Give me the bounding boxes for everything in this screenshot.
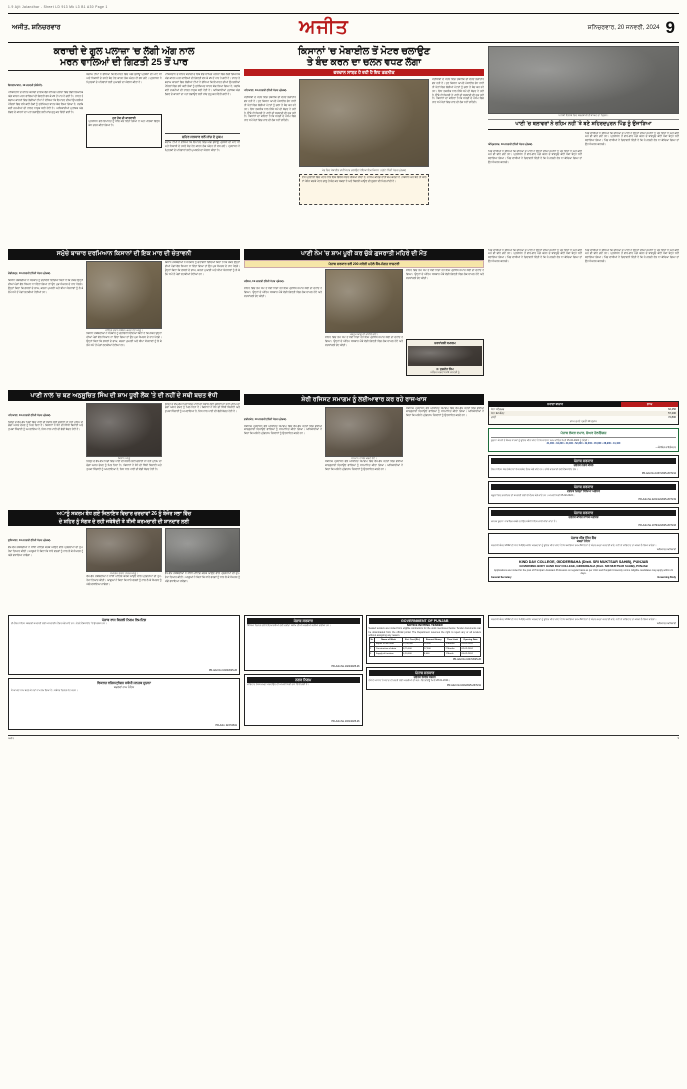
section-d-photo: [325, 269, 403, 333]
govt-ad-3-title: ਦਫ਼ਤਰ ਸਿਵਲ ਸਰਜਨ: [413, 674, 436, 679]
table-row: [369, 652, 481, 657]
gov-punjab-en-ad: [366, 615, 485, 664]
govt-ad-0: [488, 455, 679, 478]
gov-punjab-en-foot: PR-Advt.No.1047/2025-26: [452, 657, 481, 661]
govt-ad-2-band: ਪੰਜਾਬ ਸਰਕਾਰ: [491, 510, 676, 516]
left-small-ad-0-body: ਈ-ਟੈਂਡਰ ਨੋਟਿਸ: ਸਮੱਗਰੀ ਸਪਲਾਈ ਲਈ ਆਨਲਾਈਨ ਟੈਂਡਰ ਮੰਗੇ ਜਾਂਦੇ ਹਨ। ਵੇਰਵੇ ਵੈੱਬਸਾਈਟ 'ਤੇ ਉਪਲਬਧ ਹਨ।: [11, 622, 107, 626]
section-b-dateline: ਪਟਿਆਲਾ, 19 ਜਨਵਰੀ (ਨਿੱਜੀ ਪੱਤਰ ਪ੍ਰੇਰਕ)-: [8, 413, 52, 417]
lead-left-headline-1: ਕਰਾਚੀ ਦੇ ਗੁਲ ਪਲਾਜ਼ਾ 'ਚ ਲੱਗੀ ਅੱਗ ਨਾਲ: [53, 46, 195, 57]
section-e-body2: ਸਥਾਨਕ ਪ੍ਰਸ਼ਾਸਨ ਵਲੋਂ ਆਯੋਜਿਤ ਸਮਾਗਮ ਵਿਚ ਵੱਖ-ਵੱਖ ਖੇਤਰਾਂ ਵਿਚ ਵਧੀਆ ਕਾਰਗੁਜ਼ਾਰੀ ਦਿਖਾਉਣ ਵਾਲਿਆਂ ਨੂੰ ਸਨਮਾਨਿਤ ਕੀਤਾ ਗਿਆ। ਅਧਿਕਾਰੀਆਂ ਨੇ ਕਿਹਾ ਕਿ ਅਜਿਹੇ ਪ੍ਰੋਗਰਾਮ ਨੌਜਵਾਨਾਂ ਨੂੰ ਉਤਸ਼ਾਹਿਤ ਕਰਦੇ ਹਨ।: [325, 459, 403, 471]
section-d-subband: ਪੰਜਾਬ ਸਰਕਾਰ ਵਲੋਂ 200 ਕਰੋੜੀ ਮਹੱਲੇ ਬੈਂਕ-ਸੰਗਤ ਰਾਸ਼ਟਰੀ: [244, 260, 484, 268]
stock-ad-figures: 21,000 • 34,200 • 44,400 • 52,300 • 42,000 • 45,600 • 38,900 • 41,100: [546, 442, 621, 446]
right-bottom-notice-body: ਸਰਫਾਸੀ ਐਕਟ 2002 ਦੀ ਧਾਰਾ 13(2) ਅਧੀਨ ਕਰਜ਼ਦਾਰਾਂ ਨੂੰ ਸੂਚਿਤ ਕੀਤਾ ਜਾਂਦਾ ਹੈ ਕਿ ਬਕਾਇਆ ਰਕਮ 60 ਦਿਨਾਂ ਦੇ ਅੰਦਰ ਜਮ੍ਹਾ ਕਰਵਾਈ ਜਾਵੇ, ਨਹੀਂ ਤਾਂ ਜਾਇਦਾਦ ਦਾ ਕਬਜ਼ਾ ਲੈ ਲਿਆ ਜਾਵੇਗਾ।: [491, 617, 657, 621]
scan-header-strip: 1.9 Ajit Jalandhar - Sheet LD 913 Mk L3 B1 A30 Page 1: [8, 5, 108, 9]
section-a-body2: ਕਿਸਾਨ ਜਥੇਬੰਦੀਆਂ ਨੇ ਸਰਕਾਰ ਨੂੰ ਚੇਤਾਵਨੀ ਦਿੰਦਿਆਂ ਕਿਹਾ ਹੈ ਕਿ ਜੇਕਰ ਉਨ੍ਹਾਂ ਦੀਆਂ ਮੰਗਾਂ ਵੱਲ ਧਿਆਨ ਨਾ ਦਿੱਤਾ ਗਿਆ ਤਾਂ ਉਹ ਮੁੜ ਸੰਘਰਸ਼ ਦੇ ਰਾਹ ਪੈਣਗੇ। ਉਨ੍ਹਾਂ ਕਿਹਾ ਕਿ ਫ਼ਸਲਾਂ ਦੇ ਭਾਅ, ਕਰਜ਼ਾ ਮੁਆਫ਼ੀ ਅਤੇ ਬੀਮਾ ਯੋਜਨਾਵਾਂ ਨੂੰ ਲੈ ਕੇ ਲੰਮੇ ਸਮੇਂ ਤੋਂ ਮੰਗਾਂ ਲਟਕੀਆਂ ਹੋਈਆਂ ਹਨ।: [86, 332, 162, 348]
govt-ad-0-foot: PR-Advt.No.1037/2025-26/T212: [641, 472, 676, 476]
govt-ad-3-band: ਪੰਜਾਬ ਸਰਕਾਰ: [369, 670, 482, 676]
section-c-body2: ਵੱਖ-ਵੱਖ ਜਥੇਬੰਦੀਆਂ ਨੇ ਸਾਂਝੀ ਮੀਟਿੰਗ ਕਰਕੇ ਆਉਣ ਵਾਲੇ ਪ੍ਰੋਗਰਾਮਾਂ ਦੀ ਰੂਪ-ਰੇਖਾ ਤਿਆਰ ਕੀਤੀ। ਆਗੂਆਂ ਨੇ ਕਿਹਾ ਕਿ ਸਾਰੇ ਵਰਗਾਂ ਨੂੰ ਨਾਲ ਲੈ ਕੇ ਸੰਘਰਸ਼ ਨੂੰ ਅੱਗੇ ਵਧਾਇਆ ਜਾਵੇਗਾ।: [86, 575, 162, 586]
section-c-photo-2: [165, 528, 240, 572]
lead-left-body4: ਬਚਾਅ ਟੀਮਾਂ ਨੇ ਦੱਸਿਆ ਕਿ ਇਮਾਰਤ ਵਿਚ ਅੱਗ ਬੁਝਾਊ ਪ੍ਰਬੰਧਾਂ ਦੀ ਘਾਟ ਸੀ ਅਤੇ ਨਿਕਾਸੀ ਦੇ ਰਸਤੇ ਬੰਦ ਹੋਣ ਕਾਰਨ ਲੋਕ ਅੰਦਰ ਹੀ ਫਸ ਗਏ। ਪ੍ਰਸ਼ਾਸਨ ਨੇ ਮ੍ਰਿਤਕਾਂ ਦੇ ਪਰਿਵਾਰਾਂ ਲਈ ਮੁਆਵਜ਼ੇ ਦਾ ਐਲਾਨ ਕੀਤਾ ਹੈ।: [164, 141, 240, 152]
govt-ad-3: [366, 667, 485, 690]
gov-punjab-en-band: GOVERNMENT OF PUNJAB: [369, 618, 482, 624]
masthead-edition: ਅਜੀਤ, ਸ਼ਨਿਚਰਵਾਰ: [12, 24, 61, 31]
section-a-photo: [86, 261, 161, 329]
tender-r0c5: 02-02-2024: [460, 642, 480, 647]
market-title-left: ਸਰਾਫ਼ਾ ਬਾਜ਼ਾਰ: [489, 402, 621, 408]
govt-ad-1-title: ਦਫ਼ਤਰ ਜ਼ਿਲ੍ਹਾ ਸਿੱਖਿਆ ਅਫ਼ਸਰ: [567, 489, 600, 494]
section-a-caption: ਮੀਟਿੰਗ ਦੌਰਾਨ ਸੰਬੋਧਨ ਕਰਦੇ ਹੋਏ ਆਗੂ।: [105, 329, 143, 333]
section-b-body: ਜ਼ਿਲ੍ਹੇ ਦੇ ਵੱਖ-ਵੱਖ ਪਿੰਡਾਂ ਵਿਚ ਪਾਣੀ ਦੀ ਸੰਭਾਲ ਲਈ ਚਲਾਈ ਜਾ ਰਹੀ ਮੁਹਿੰਮ ਦਾ ਚੰਗਾ ਅਸਰ ਦੇਖਣ ਨੂੰ ਮਿਲ ਰਿਹਾ ਹੈ। ਕਿਸਾਨਾਂ ਨੇ ਝੋਨੇ ਦੀ ਸਿੱਧੀ ਬਿਜਾਈ ਅਤੇ ਤੁਪਕਾ ਸਿੰਚਾਈ ਨੂੰ ਅਪਣਾਇਆ ਹੈ, ਜਿਸ ਨਾਲ ਪਾਣੀ ਦੀ ਵੱਡੀ ਬੱਚਤ ਹੋਈ ਹੈ।: [8, 420, 84, 432]
tender-r1c5: 02-02-2024: [460, 647, 480, 652]
market-row-value-0: 62,450: [668, 407, 676, 411]
page-footer: [8, 735, 679, 740]
lead-left-subkicker: ਸ਼ਹਿਰ ਸਰਕਾਰ ਵਲੋਂ ਜਾਂਚ ਦੇ ਹੁਕਮ: [165, 133, 240, 141]
stock-ad-title: ਪੰਜਾਬ ਲੱਕੜ ਵਪਾਰ, ਸ਼ੇਅਰ ਹੋਲਡਿੰਗਜ਼: [560, 431, 607, 436]
lead-right-dateline: ਪਟਿਆਲਾ, 19 ਜਨਵਰੀ (ਨਿੱਜੀ ਪੱਤਰ ਪ੍ਰੇਰਕ)-: [244, 88, 288, 92]
footer-left: ਅਜੀਤ: [8, 737, 14, 741]
govt-ad-2: [488, 507, 679, 530]
loan-notice-ad: [488, 533, 679, 554]
lead-left-sidebar-body: ਪ੍ਰਸ਼ਾਸਨ ਵਲੋਂ ਇਮਾਰਤ ਨੂੰ ਸੀਲ ਕਰ ਦਿੱਤਾ ਗਿਆ ਹੈ ਅਤੇ ਮਾਲਕਾਂ ਵਿਰੁੱਧ ਕੇਸ ਦਰਜ ਕੀਤਾ ਗਿਆ ਹੈ।: [88, 120, 160, 127]
left-small-ad-1-foot: PR-Advt. 2247/2841: [215, 724, 237, 728]
market-row-value-2: 72,800: [668, 416, 676, 420]
section-e-body: ਸਥਾਨਕ ਪ੍ਰਸ਼ਾਸਨ ਵਲੋਂ ਆਯੋਜਿਤ ਸਮਾਗਮ ਵਿਚ ਵੱਖ-ਵੱਖ ਖੇਤਰਾਂ ਵਿਚ ਵਧੀਆ ਕਾਰਗੁਜ਼ਾਰੀ ਦਿਖਾਉਣ ਵਾਲਿਆਂ ਨੂੰ ਸਨਮਾਨਿਤ ਕੀਤਾ ਗਿਆ। ਅਧਿਕਾਰੀਆਂ ਨੇ ਕਿਹਾ ਕਿ ਅਜਿਹੇ ਪ੍ਰੋਗਰਾਮ ਨੌਜਵਾਨਾਂ ਨੂੰ ਉਤਸ਼ਾਹਿਤ ਕਰਦੇ ਹਨ।: [244, 424, 322, 436]
loan-notice-foot: ਅਧਿਕਾਰਤ ਅਧਿਕਾਰੀ: [656, 548, 676, 552]
mid-small-ad-0: [244, 615, 363, 671]
govt-ad-2-foot: PR-Advt.No.1079/12/2025-26/T243: [638, 523, 676, 527]
tender-r0c3: 25,000: [423, 642, 445, 647]
section-e-body3: ਸਥਾਨਕ ਪ੍ਰਸ਼ਾਸਨ ਵਲੋਂ ਆਯੋਜਿਤ ਸਮਾਗਮ ਵਿਚ ਵੱਖ-ਵੱਖ ਖੇਤਰਾਂ ਵਿਚ ਵਧੀਆ ਕਾਰਗੁਜ਼ਾਰੀ ਦਿਖਾਉਣ ਵਾਲਿਆਂ ਨੂੰ ਸਨਮਾਨਿਤ ਕੀਤਾ ਗਿਆ। ਅਧਿਕਾਰੀਆਂ ਨੇ ਕਿਹਾ ਕਿ ਅਜਿਹੇ ਪ੍ਰੋਗਰਾਮ ਨੌਜਵਾਨਾਂ ਨੂੰ ਉਤਸ਼ਾਹਿਤ ਕਰਦੇ ਹਨ।: [406, 406, 484, 418]
mid-small-ad-0-foot: PR-Advt.No.1022/2025-26: [331, 664, 360, 668]
mid-small-ad-1: [244, 674, 363, 726]
section-a-body3: ਕਿਸਾਨ ਜਥੇਬੰਦੀਆਂ ਨੇ ਸਰਕਾਰ ਨੂੰ ਚੇਤਾਵਨੀ ਦਿੰਦਿਆਂ ਕਿਹਾ ਹੈ ਕਿ ਜੇਕਰ ਉਨ੍ਹਾਂ ਦੀਆਂ ਮੰਗਾਂ ਵੱਲ ਧਿਆਨ ਨਾ ਦਿੱਤਾ ਗਿਆ ਤਾਂ ਉਹ ਮੁੜ ਸੰਘਰਸ਼ ਦੇ ਰਾਹ ਪੈਣਗੇ। ਉਨ੍ਹਾਂ ਕਿਹਾ ਕਿ ਫ਼ਸਲਾਂ ਦੇ ਭਾਅ, ਕਰਜ਼ਾ ਮੁਆਫ਼ੀ ਅਤੇ ਬੀਮਾ ਯੋਜਨਾਵਾਂ ਨੂੰ ਲੈ ਕੇ ਲੰਮੇ ਸਮੇਂ ਤੋਂ ਮੰਗਾਂ ਲਟਕੀਆਂ ਹੋਈਆਂ ਹਨ।: [164, 261, 240, 276]
mid-small-ad-1-foot: PR-Advt.No.1031/2025-26: [331, 719, 360, 723]
market-row-value-1: 57,200: [668, 411, 676, 415]
left-small-ad-1: [8, 678, 240, 730]
market-row-label-2: ਚਾਂਦੀ: [491, 416, 496, 420]
left-small-ad-1-subtitle: ਬਦਲਵਾਂ ਨਾਮ ਨੋਟਿਸ: [113, 684, 135, 689]
mid-small-ad-0-body: ਸਿੱਖਿਆ ਵਿਭਾਗ ਵਲੋਂ ਵਿਦਿਆਰਥੀਆਂ ਲਈ ਵਜ਼ੀਫ਼ਾ ਸਕੀਮ ਦੀਆਂ ਅਰਜ਼ੀਆਂ ਮੰਗੀਆਂ ਗਈਆਂ ਹਨ।: [247, 623, 331, 627]
college-ad-right-sign: Governing Body: [657, 575, 676, 579]
mid-small-ad-0-title: ਪੰਜਾਬ ਸਰਕਾਰ: [247, 618, 360, 624]
govt-ad-0-body: ਟੈਂਡਰ ਨੋਟਿਸ: ਯੋਗ ਠੇਕੇਦਾਰਾਂ ਤੋਂ ਮੋਹਰਬੰਦ ਟੈਂਡਰ ਮੰਗੇ ਜਾਂਦੇ ਹਨ। ਵਧੇਰੇ ਜਾਣਕਾਰੀ ਲਈ ਵੈੱਬਸਾਈਟ ਦੇਖੋ।: [491, 467, 578, 471]
section-b-photo: [86, 403, 161, 457]
govt-ad-0-band: ਪੰਜਾਬ ਸਰਕਾਰ: [491, 458, 676, 464]
obituary-photo: [408, 346, 482, 366]
top-right-body2: ਪਿੰਡ ਵਾਸੀਆਂ ਨੇ ਦੱਸਿਆ ਕਿ ਦਰਿਆ ਦੇ ਪਾਣੀ ਨੇ ਉਨ੍ਹਾਂ ਦੀਆਂ ਜ਼ਮੀਨਾਂ ਨੂੰ ਖੋਰ ਦਿੱਤਾ ਹੈ ਅਤੇ ਕਈ ਘਰ ਵੀ ਢਹਿ ਗਏ ਹਨ। ਪ੍ਰਸ਼ਾਸਨ ਤੋਂ ਵਾਰ-ਵਾਰ ਮੰਗ ਕਰਨ ਦੇ ਬਾਵਜੂਦ ਕੋਈ ਪੱਕਾ ਬੰਨ੍ਹ ਨਹੀਂ ਬਣਾਇਆ ਗਿਆ। ਪਿੰਡ ਵਾਸੀਆਂ ਨੇ ਚਿਤਾਵਨੀ ਦਿੱਤੀ ਹੈ ਕਿ ਜੇ ਜਲਦੀ ਹੱਲ ਨਾ ਕੱਢਿਆ ਗਿਆ ਤਾਂ ਉਹ ਸੰਘਰਸ਼ ਕਰਨਗੇ।: [585, 131, 679, 147]
college-ad-line3: Applications are invited for the post of Principal / Assistant Professors on regular basis as per UGC and Punjabi University norms. Eligible candidates may apply within 21 days.: [494, 568, 673, 575]
tender-r2c2: 4,20,000: [402, 652, 423, 657]
section-d-body3: ਸ਼ਹਿਰ ਵਿਚ ਲੰਮੇ ਸਮੇਂ ਤੋਂ ਸੇਵਾ ਨਿਭਾ ਰਹੇ ਇਕ ਪ੍ਰਸਿੱਧ ਸਮਾਜ ਸੇਵੀ ਦਾ ਦੇਹਾਂਤ ਹੋ ਗਿਆ। ਉਨ੍ਹਾਂ ਦੇ ਅੰਤਿਮ ਸਸਕਾਰ ਮੌਕੇ ਵੱਡੀ ਗਿਣਤੀ ਵਿਚ ਲੋਕ ਸ਼ਾਮਲ ਹੋਏ ਅਤੇ ਸ਼ਰਧਾਂਜਲੀ ਭੇਟ ਕੀਤੀ।: [406, 269, 484, 280]
gov-punjab-en-subtitle: NOTICE INVITING TENDER: [406, 622, 443, 627]
section-d-body: ਸ਼ਹਿਰ ਵਿਚ ਲੰਮੇ ਸਮੇਂ ਤੋਂ ਸੇਵਾ ਨਿਭਾ ਰਹੇ ਇਕ ਪ੍ਰਸਿੱਧ ਸਮਾਜ ਸੇਵੀ ਦਾ ਦੇਹਾਂਤ ਹੋ ਗਿਆ। ਉਨ੍ਹਾਂ ਦੇ ਅੰਤਿਮ ਸਸਕਾਰ ਮੌਕੇ ਵੱਡੀ ਗਿਣਤੀ ਵਿਚ ਲੋਕ ਸ਼ਾਮਲ ਹੋਏ ਅਤੇ ਸ਼ਰਧਾਂਜਲੀ ਭੇਟ ਕੀਤੀ।: [244, 287, 322, 298]
lead-left-body3: ਪਾਕਿਸਤਾਨ ਦੇ ਸ਼ਹਿਰ ਕਰਾਚੀ ਦੇ ਇਕ ਵੱਡੇ ਸ਼ਾਪਿੰਗ ਪਲਾਜ਼ਾ ਵਿਚ ਲੱਗੀ ਭਿਆਨਕ ਅੱਗ ਕਾਰਨ ਮਰਨ ਵਾਲਿਆਂ ਦੀ ਗਿਣਤੀ ਵਧ ਕੇ 25 ਤੋਂ ਪਾਰ ਹੋ ਗਈ ਹੈ। ਰਾਹਤ ਤੇ ਬਚਾਅ ਕਾਰਜਾਂ ਵਿਚ ਲੱਗੀਆਂ ਟੀਮਾਂ ਨੇ ਦੱਸਿਆ ਕਿ ਇਮਾਰਤ ਦੀਆਂ ਉਪਰਲੀਆਂ ਮੰਜ਼ਿਲਾਂ ਵਿਚ ਫਸੇ ਕਈ ਲੋਕਾਂ ਨੂੰ ਸੁਰੱਖਿਅਤ ਬਾਹਰ ਕੱਢ ਲਿਆ ਗਿਆ ਹੈ, ਜਦਕਿ ਕਈ ਜ਼ਖ਼ਮੀਆਂ ਦੀ ਹਾਲਤ ਨਾਜ਼ੁਕ ਬਣੀ ਹੋਈ ਹੈ। ਅਧਿਕਾਰੀਆਂ ਮੁਤਾਬਕ ਅੱਗ ਲੱਗਣ ਦੇ ਕਾਰਨਾਂ ਦਾ ਪਤਾ ਲਗਾਉਣ ਲਈ ਜਾਂਚ ਸ਼ੁਰੂ ਕਰ ਦਿੱਤੀ ਗਈ ਹੈ।: [164, 73, 240, 96]
section-d-caption: ਮਰਹੂਮ ਆਗੂ ਦੀ ਫ਼ਾਈਲ ਫ਼ੋਟੋ।: [349, 333, 379, 337]
lead-left-body2: ਬਚਾਅ ਟੀਮਾਂ ਨੇ ਦੱਸਿਆ ਕਿ ਇਮਾਰਤ ਵਿਚ ਅੱਗ ਬੁਝਾਊ ਪ੍ਰਬੰਧਾਂ ਦੀ ਘਾਟ ਸੀ ਅਤੇ ਨਿਕਾਸੀ ਦੇ ਰਸਤੇ ਬੰਦ ਹੋਣ ਕਾਰਨ ਲੋਕ ਅੰਦਰ ਹੀ ਫਸ ਗਏ। ਪ੍ਰਸ਼ਾਸਨ ਨੇ ਮ੍ਰਿਤਕਾਂ ਦੇ ਪਰਿਵਾਰਾਂ ਲਈ ਮੁਆਵਜ਼ੇ ਦਾ ਐਲਾਨ ਕੀਤਾ ਹੈ।: [86, 73, 162, 84]
section-c-body: ਵੱਖ-ਵੱਖ ਜਥੇਬੰਦੀਆਂ ਨੇ ਸਾਂਝੀ ਮੀਟਿੰਗ ਕਰਕੇ ਆਉਣ ਵਾਲੇ ਪ੍ਰੋਗਰਾਮਾਂ ਦੀ ਰੂਪ-ਰੇਖਾ ਤਿਆਰ ਕੀਤੀ। ਆਗੂਆਂ ਨੇ ਕਿਹਾ ਕਿ ਸਾਰੇ ਵਰਗਾਂ ਨੂੰ ਨਾਲ ਲੈ ਕੇ ਸੰਘਰਸ਼ ਨੂੰ ਅੱਗੇ ਵਧਾਇਆ ਜਾਵੇਗਾ।: [8, 545, 84, 557]
lead-right-headline-2: ਤੇ ਬੰਦ ਕਰਨ ਦਾ ਚਲਨ ਵਧਣ ਲੱਗਾ: [306, 57, 422, 69]
obituary-title: ਸ਼ਰਧਾਂਜਲੀ ਸਮਾਗਮ: [434, 341, 456, 346]
tender-th-2: Est. Cost (Rs.): [402, 638, 423, 643]
right-bottom-notice-foot: ਅਧਿਕਾਰਤ ਅਧਿਕਾਰੀ: [656, 622, 676, 626]
section-a-body: ਕਿਸਾਨ ਜਥੇਬੰਦੀਆਂ ਨੇ ਸਰਕਾਰ ਨੂੰ ਚੇਤਾਵਨੀ ਦਿੰਦਿਆਂ ਕਿਹਾ ਹੈ ਕਿ ਜੇਕਰ ਉਨ੍ਹਾਂ ਦੀਆਂ ਮੰਗਾਂ ਵੱਲ ਧਿਆਨ ਨਾ ਦਿੱਤਾ ਗਿਆ ਤਾਂ ਉਹ ਮੁੜ ਸੰਘਰਸ਼ ਦੇ ਰਾਹ ਪੈਣਗੇ। ਉਨ੍ਹਾਂ ਕਿਹਾ ਕਿ ਫ਼ਸਲਾਂ ਦੇ ਭਾਅ, ਕਰਜ਼ਾ ਮੁਆਫ਼ੀ ਅਤੇ ਬੀਮਾ ਯੋਜਨਾਵਾਂ ਨੂੰ ਲੈ ਕੇ ਲੰਮੇ ਸਮੇਂ ਤੋਂ ਮੰਗਾਂ ਲਟਕੀਆਂ ਹੋਈਆਂ ਹਨ।: [8, 279, 84, 294]
loan-notice-band: ਪੰਜਾਬ ਐਂਡ ਸਿੰਧ ਬੈਂਕ: [570, 535, 597, 540]
tender-r0c0: 1: [369, 642, 375, 647]
college-ad-left-sign: General Secretary: [491, 575, 512, 579]
section-a-band: ਸਮੁੱਚੇ ਬਾਜ਼ਾਰ ਦਰਮਿਆਨ ਕਿਸਾਨਾਂ ਦੀ ਇਕ ਮਾਰ ਦੀ ਚੇਤਾਵਨੀ: [8, 249, 240, 260]
top-right-photo-caption: ਪਹਾੜੀ ਇਲਾਕੇ ਵਿਚ ਬਰਫ਼ਬਾਰੀ ਤੋਂ ਬਾਅਦ ਦਾ ਦ੍ਰਿਸ਼।: [558, 114, 609, 117]
lead-right-photo-caption: ਖੇਤ ਵਿਚ ਮੋਬਾਈਲ ਰਾਹੀਂ ਮੋਟਰ ਚਲਾਉਂਦਾ ਹੋਇਆ ਇਕ ਕਿਸਾਨ। (ਫੋਟੋ: ਨਿੱਜੀ ਪੱਤਰ ਪ੍ਰੇਰਕ): [321, 168, 407, 172]
market-title-right: ਭਾਅ: [621, 402, 678, 408]
govt-ad-0-title: ਦਫ਼ਤਰ ਨਗਰ ਕੌਂਸਲ: [573, 463, 594, 468]
college-ad-line2: GOVERNING BODY HAND DAV COLLEGE, GIDDERBAHA (Distt. SRI MUKTSAR SAHIB), PUNJAB: [519, 563, 648, 568]
lead-right-headline-1: ਕਿਸਾਨਾਂ 'ਚ ਮੋਬਾਈਲ ਤੋਂ ਮੋਟਰ ਚਲਾਉਣ: [297, 46, 431, 57]
govt-ad-1: [488, 481, 679, 504]
page-number: 9: [665, 18, 675, 37]
section-c-band-1: ਅਾਨੂੰ ਸਕਰਮ ਬੱਧ ਗਏ ਜਿਲਾਇਤ ਵਿਚਾਰ ਚਰਚਾਵਾਂ 26 ਨੂੰ ਬੇਜੋਰ ਸਭਾ ਵਿੱਚ: [8, 510, 240, 518]
market-note: ਭਾਅ ਰੁਪਏ ਪ੍ਰਤੀ 10 ਗ੍ਰਾਮ: [570, 419, 597, 423]
section-d-band: ਪਾਣੀ ਨੇਮ 'ਚ ਸ਼ਾਮ ਪੂਰੀ ਕਰ ਚੁੱਕੇ ਗੁਜਰਾਤੀ ਮਹਿਰੇ ਦੀ ਮੌਤ: [244, 249, 484, 260]
right-rail-body: ਪਿੰਡ ਵਾਸੀਆਂ ਨੇ ਦੱਸਿਆ ਕਿ ਦਰਿਆ ਦੇ ਪਾਣੀ ਨੇ ਉਨ੍ਹਾਂ ਦੀਆਂ ਜ਼ਮੀਨਾਂ ਨੂੰ ਖੋਰ ਦਿੱਤਾ ਹੈ ਅਤੇ ਕਈ ਘਰ ਵੀ ਢਹਿ ਗਏ ਹਨ। ਪ੍ਰਸ਼ਾਸਨ ਤੋਂ ਵਾਰ-ਵਾਰ ਮੰਗ ਕਰਨ ਦੇ ਬਾਵਜੂਦ ਕੋਈ ਪੱਕਾ ਬੰਨ੍ਹ ਨਹੀਂ ਬਣਾਇਆ ਗਿਆ। ਪਿੰਡ ਵਾਸੀਆਂ ਨੇ ਚਿਤਾਵਨੀ ਦਿੱਤੀ ਹੈ ਕਿ ਜੇ ਜਲਦੀ ਹੱਲ ਨਾ ਕੱਢਿਆ ਗਿਆ ਤਾਂ ਉਹ ਸੰਘਰਸ਼ ਕਰਨਗੇ।: [488, 248, 582, 264]
tender-r2c1: Supply of furniture: [375, 652, 402, 657]
section-c-band-2: ਦੇ ਸ਼ਹਿਰ ਨੂੰ ਸੰਗਤ ਦੇ ਰਹੀ ਜਥੇਬੰਦੀ ਤੇ ਤੀਜੀ ਕਰਮਚਾਰੀ ਦੀ ਸ਼ਾਨਦਾਰ ਲਈ: [8, 518, 240, 526]
section-b-body2: ਜ਼ਿਲ੍ਹੇ ਦੇ ਵੱਖ-ਵੱਖ ਪਿੰਡਾਂ ਵਿਚ ਪਾਣੀ ਦੀ ਸੰਭਾਲ ਲਈ ਚਲਾਈ ਜਾ ਰਹੀ ਮੁਹਿੰਮ ਦਾ ਚੰਗਾ ਅਸਰ ਦੇਖਣ ਨੂੰ ਮਿਲ ਰਿਹਾ ਹੈ। ਕਿਸਾਨਾਂ ਨੇ ਝੋਨੇ ਦੀ ਸਿੱਧੀ ਬਿਜਾਈ ਅਤੇ ਤੁਪਕਾ ਸਿੰਚਾਈ ਨੂੰ ਅਪਣਾਇਆ ਹੈ, ਜਿਸ ਨਾਲ ਪਾਣੀ ਦੀ ਵੱਡੀ ਬੱਚਤ ਹੋਈ ਹੈ।: [86, 459, 162, 471]
govt-ad-1-body: ਸਕੂਲਾਂ ਵਿਚ ਫ਼ਰਨੀਚਰ ਦੀ ਸਪਲਾਈ ਲਈ ਈ-ਟੈਂਡਰ ਮੰਗੇ ਜਾਂਦੇ ਹਨ। ਆਖ਼ਰੀ ਮਿਤੀ 05-02-2024।: [491, 493, 575, 497]
tender-r2c3: 8,400: [423, 652, 445, 657]
college-ad-line1: KIND DAV COLLEGE, GIDDERBAHA (Distt. SRI MUKTSAR SAHIB), PUNJAB: [519, 560, 648, 565]
lead-right-inset: ਇਸ ਪ੍ਰਣਾਲੀ ਵਿਚ ਮੋਟਰ ਨਾਲ ਇਕ ਵਿਸ਼ੇਸ਼ ਯੰਤਰ ਜੋੜਿਆ ਜਾਂਦਾ ਹੈ, ਜੋ ਸਿਮ ਕਾਰਡ ਰਾਹੀਂ ਕੰਮ ਕਰਦਾ ਹੈ। ਕਿਸਾਨ ਘਰ ਬੈਠੇ ਹੀ ਕਾਲ ਜਾਂ ਮੈਸੇਜ ਕਰਕੇ ਮੋਟਰ ਚਾਲੂ ਤੇ ਬੰਦ ਕਰ ਸਕਦਾ ਹੈ ਅਤੇ ਬਿਜਲੀ ਆਉਣ ਦੀ ਸੂਚਨਾ ਵੀ ਮਿਲ ਜਾਂਦੀ ਹੈ।: [301, 176, 427, 184]
lead-left-sidebar-title: ਹੁਣ ਤੱਕ ਦੀ ਕਾਰਵਾਈ: [112, 116, 136, 121]
section-c-caption: ਸਮਾਗਮ ਦੌਰਾਨ ਹਾਜ਼ਰ ਆਗੂ।: [110, 571, 138, 575]
tender-r2c0: 3: [369, 652, 375, 657]
tender-th-1: Name of Work: [375, 638, 402, 643]
stock-ad-foot: —ਮੈਨੇਜਿੰਗ ਡਾਇਰੈਕਟਰ: [655, 446, 676, 450]
right-bottom-notice: [488, 615, 679, 628]
govt-ad-3-foot: PR-Advt.No.1016/2025-26/T211: [447, 683, 481, 687]
left-small-ad-1-title: ਵਿਕਰਤ ਰਜਿਸਟ੍ਰੇਸ਼ਨ ਸਬੰਧੀ ਜਨਤਕ ਸੂਚਨਾ: [97, 681, 151, 686]
top-right-body: ਪਿੰਡ ਵਾਸੀਆਂ ਨੇ ਦੱਸਿਆ ਕਿ ਦਰਿਆ ਦੇ ਪਾਣੀ ਨੇ ਉਨ੍ਹਾਂ ਦੀਆਂ ਜ਼ਮੀਨਾਂ ਨੂੰ ਖੋਰ ਦਿੱਤਾ ਹੈ ਅਤੇ ਕਈ ਘਰ ਵੀ ਢਹਿ ਗਏ ਹਨ। ਪ੍ਰਸ਼ਾਸਨ ਤੋਂ ਵਾਰ-ਵਾਰ ਮੰਗ ਕਰਨ ਦੇ ਬਾਵਜੂਦ ਕੋਈ ਪੱਕਾ ਬੰਨ੍ਹ ਨਹੀਂ ਬਣਾਇਆ ਗਿਆ। ਪਿੰਡ ਵਾਸੀਆਂ ਨੇ ਚਿਤਾਵਨੀ ਦਿੱਤੀ ਹੈ ਕਿ ਜੇ ਜਲਦੀ ਹੱਲ ਨਾ ਕੱਢਿਆ ਗਿਆ ਤਾਂ ਉਹ ਸੰਘਰਸ਼ ਕਰਨਗੇ।: [488, 149, 582, 165]
section-e-band: ਸ਼ੇਰੀ ਰਜਿਸਟ ਸਮਾਗਮ ਨੂੰ ਲਈਆਵਾਰ ਕਰ ਰਹੇ ਰਾਜ-ਖਾਸ: [244, 394, 484, 405]
govt-ad-2-title: ਦਫ਼ਤਰ ਕਾਰਜ ਸਾਧਕ ਅਫ਼ਸਰ: [568, 515, 599, 520]
lead-left-dateline: ਇਸਲਾਮਾਬਾਦ, 19 ਜਨਵਰੀ (ਏਜੰਸੀ)-: [8, 84, 43, 88]
mid-small-ad-1-title: ਨਗਰ ਨਿਗਮ: [247, 677, 360, 683]
section-e-caption: ਸਨਮਾਨ ਹਾਸਲ ਕਰਦੇ ਹੋਏ।: [351, 456, 377, 460]
tender-r0c2: 12,50,000: [402, 642, 423, 647]
masthead: [8, 13, 679, 43]
section-d-body2: ਸ਼ਹਿਰ ਵਿਚ ਲੰਮੇ ਸਮੇਂ ਤੋਂ ਸੇਵਾ ਨਿਭਾ ਰਹੇ ਇਕ ਪ੍ਰਸਿੱਧ ਸਮਾਜ ਸੇਵੀ ਦਾ ਦੇਹਾਂਤ ਹੋ ਗਿਆ। ਉਨ੍ਹਾਂ ਦੇ ਅੰਤਿਮ ਸਸਕਾਰ ਮੌਕੇ ਵੱਡੀ ਗਿਣਤੀ ਵਿਚ ਲੋਕ ਸ਼ਾਮਲ ਹੋਏ ਅਤੇ ਸ਼ਰਧਾਂਜਲੀ ਭੇਟ ਕੀਤੀ।: [325, 336, 403, 348]
left-small-ad-0-foot: PR-Advt.No.1018/2025-26: [208, 669, 237, 673]
tender-r2c4: 1 Month: [445, 652, 461, 657]
loan-notice-body: ਸਰਫਾਸੀ ਐਕਟ 2002 ਦੀ ਧਾਰਾ 13(2) ਅਧੀਨ ਕਰਜ਼ਦਾਰਾਂ ਨੂੰ ਸੂਚਿਤ ਕੀਤਾ ਜਾਂਦਾ ਹੈ ਕਿ ਬਕਾਇਆ ਰਕਮ 60 ਦਿਨਾਂ ਦੇ ਅੰਦਰ ਜਮ੍ਹਾ ਕਰਵਾਈ ਜਾਵੇ, ਨਹੀਂ ਤਾਂ ਜਾਇਦਾਦ ਦਾ ਕਬਜ਼ਾ ਲੈ ਲਿਆ ਜਾਵੇਗਾ।: [491, 543, 657, 547]
college-ad: [488, 557, 679, 582]
govt-ad-3-body: ਠੇਕੇ ਦੇ ਆਧਾਰ 'ਤੇ ਸਟਾਫ਼ ਦੀ ਭਰਤੀ ਲਈ ਅਰਜ਼ੀਆਂ ਦੀ ਮੰਗ। ਇੰਟਰਵਿਊ ਮਿਤੀ 28-01-2024।: [368, 679, 450, 683]
lead-right-body2: ਖੇਤੀਬਾੜੀ ਦੇ ਖੇਤਰ ਵਿਚ ਤਕਨੀਕ ਦੀ ਵਰਤੋਂ ਲਗਾਤਾਰ ਵਧ ਰਹੀ ਹੈ। ਹੁਣ ਕਿਸਾਨ ਆਪਣੇ ਮੋਬਾਈਲ ਫੋਨ ਰਾਹੀਂ ਹੀ ਖੇਤਾਂ ਵਿਚ ਲੱਗੀਆਂ ਮੋਟਰਾਂ ਨੂੰ ਚਲਾ ਤੇ ਬੰਦ ਕਰ ਰਹੇ ਹਨ। ਇਸ ਤਕਨੀਕ ਨਾਲ ਜਿੱਥੇ ਸਮੇਂ ਦੀ ਬੱਚਤ ਹੋ ਰਹੀ ਹੈ, ਉੱਥੇ ਹੀ ਬਿਜਲੀ ਤੇ ਪਾਣੀ ਦੀ ਬਰਬਾਦੀ ਵੀ ਰੁਕ ਰਹੀ ਹੈ। ਕਿਸਾਨਾਂ ਦਾ ਕਹਿਣਾ ਹੈ ਕਿ ਸਰਦੀ ਦੇ ਮੌਸਮ ਵਿਚ ਰਾਤ ਸਮੇਂ ਖੇਤਾਂ ਵਿਚ ਜਾਣ ਦੀ ਲੋੜ ਨਹੀਂ ਰਹਿੰਦੀ।: [432, 77, 484, 105]
tender-r0c4: 3 Months: [445, 642, 461, 647]
section-e-photo: [325, 407, 403, 457]
tender-r0c1: Repair of link road: [375, 642, 402, 647]
left-small-ad-1-body: ਮੈਂ ਆਪਣਾ ਨਾਮ ਬਦਲ ਕੇ ਨਵਾਂ ਨਾਮ ਰੱਖ ਲਿਆ ਹੈ। ਸਬੰਧਤ ਵਿਭਾਗ ਨੋਟ ਕਰਨ।: [11, 689, 78, 693]
tender-r1c0: 2: [369, 647, 375, 652]
tender-r1c4: 2 Months: [445, 647, 461, 652]
lead-right-subhead: ਵਰਦਾਨ ਸਾਬਤ ਹੋ ਰਹੀ ਹੈ ਇਹ ਤਕਨੀਕ: [244, 69, 484, 76]
stock-ad-body: ਸੂਚਨਾ: ਕੰਪਨੀ ਦੇ ਸ਼ੇਅਰ ਧਾਰਕਾਂ ਨੂੰ ਸੂਚਿਤ ਕੀਤਾ ਜਾਂਦਾ ਹੈ ਕਿ ਸਾਲਾਨਾ ਆਮ ਮੀਟਿੰਗ ਮਿਤੀ 15-02-2024 ਨੂੰ ਹੋਵੇਗੀ।: [491, 438, 589, 442]
section-b-caption: ਕਿਸਾਨ ਆਗੂ: [117, 456, 131, 460]
loan-notice-title: ਕਬਜ਼ਾ ਨੋਟਿਸ: [576, 539, 591, 544]
tender-th-3: Earnest Money: [423, 638, 445, 643]
tender-th-4: Time Limit: [445, 638, 461, 643]
section-c-body3: ਵੱਖ-ਵੱਖ ਜਥੇਬੰਦੀਆਂ ਨੇ ਸਾਂਝੀ ਮੀਟਿੰਗ ਕਰਕੇ ਆਉਣ ਵਾਲੇ ਪ੍ਰੋਗਰਾਮਾਂ ਦੀ ਰੂਪ-ਰੇਖਾ ਤਿਆਰ ਕੀਤੀ। ਆਗੂਆਂ ਨੇ ਕਿਹਾ ਕਿ ਸਾਰੇ ਵਰਗਾਂ ਨੂੰ ਨਾਲ ਲੈ ਕੇ ਸੰਘਰਸ਼ ਨੂੰ ਅੱਗੇ ਵਧਾਇਆ ਜਾਵੇਗਾ।: [164, 571, 240, 583]
right-rail-body-2: ਪਿੰਡ ਵਾਸੀਆਂ ਨੇ ਦੱਸਿਆ ਕਿ ਦਰਿਆ ਦੇ ਪਾਣੀ ਨੇ ਉਨ੍ਹਾਂ ਦੀਆਂ ਜ਼ਮੀਨਾਂ ਨੂੰ ਖੋਰ ਦਿੱਤਾ ਹੈ ਅਤੇ ਕਈ ਘਰ ਵੀ ਢਹਿ ਗਏ ਹਨ। ਪ੍ਰਸ਼ਾਸਨ ਤੋਂ ਵਾਰ-ਵਾਰ ਮੰਗ ਕਰਨ ਦੇ ਬਾਵਜੂਦ ਕੋਈ ਪੱਕਾ ਬੰਨ੍ਹ ਨਹੀਂ ਬਣਾਇਆ ਗਿਆ। ਪਿੰਡ ਵਾਸੀਆਂ ਨੇ ਚਿਤਾਵਨੀ ਦਿੱਤੀ ਹੈ ਕਿ ਜੇ ਜਲਦੀ ਹੱਲ ਨਾ ਕੱਢਿਆ ਗਿਆ ਤਾਂ ਉਹ ਸੰਘਰਸ਼ ਕਰਨਗੇ।: [585, 248, 679, 264]
tender-th-5: Opening Date: [460, 638, 480, 643]
masthead-date: ਸ਼ਨਿਚਰਵਾਰ, 20 ਜਨਵਰੀ, 2024: [587, 24, 660, 31]
section-c-photo: [86, 528, 161, 572]
tender-r1c3: 17,500: [423, 647, 445, 652]
tender-r1c2: 8,75,000: [402, 647, 423, 652]
tender-table: [369, 637, 482, 657]
masthead-logo: ਅਜੀਤ: [299, 17, 349, 38]
top-right-headline: ਪਾਣੀ 'ਚ ਥਲਾਵਰਾਂ ਨੇ ਰਹਿਮ ਨਹੀਂ 'ਤੇ ਬਣੇ ਸ਼ਹਿਰਦਪੁਰਨ ਪਿੰਡ ਨੂੰ ਉਜਾੜਿਆ: [515, 120, 652, 127]
lead-right-photo: [299, 79, 429, 167]
section-c-dateline: ਲੁਧਿਆਣਾ, 19 ਜਨਵਰੀ (ਨਿੱਜੀ ਪੱਤਰ ਪ੍ਰੇਰਕ)-: [8, 538, 52, 542]
lead-left-headline-2: ਮਰਨ ਵਾਲਿਆਂ ਦੀ ਗਿਣਤੀ 25 ਤੋਂ ਪਾਰ: [60, 57, 188, 69]
tender-th-0: Sr.: [370, 638, 374, 641]
top-right-dateline: ਅੰਮ੍ਰਿਤਸਰ, 19 ਜਨਵਰੀ (ਨਿੱਜੀ ਪੱਤਰ ਪ੍ਰੇਰਕ)-: [488, 142, 534, 146]
obituary-note: ਅੰਤਿਮ ਅਰਦਾਸ 22 ਜਨਵਰੀ ਨੂੰ: [430, 371, 460, 375]
section-a-dateline: ਚੰਡੀਗੜ੍ਹ, 19 ਜਨਵਰੀ (ਨਿੱਜੀ ਪੱਤਰ ਪ੍ਰੇਰਕ)-: [8, 272, 51, 276]
section-d-dateline: ਜਲੰਧਰ, 19 ਜਨਵਰੀ (ਨਿੱਜੀ ਪੱਤਰ ਪ੍ਰੇਰਕ)-: [244, 280, 285, 284]
section-b-band: ਪਾਣੀ ਨਾਲ 'ਚ ਬਣ ਅਨੁਸੂਚਿਤ ਸਿੰਘ ਦੀ ਸ਼ਾਮ ਧੂਰੀ ਲੋਕ 'ਤੇ ਦੀ ਨਹੀਂ ਦੇ ਸਥੀ ਬਚਤ ਵੱਧੀ: [8, 390, 240, 401]
govt-ad-2-body: ਜਨਤਕ ਸੂਚਨਾ: ਨਾਜਾਇਜ਼ ਕਬਜ਼ੇ ਹਟਾਉਣ ਸਬੰਧੀ ਨੋਟਿਸ ਜਾਰੀ ਕੀਤਾ ਜਾਂਦਾ ਹੈ।: [491, 519, 557, 523]
left-small-ad-0-title: ਪੰਜਾਬ ਰਾਜ ਬਿਜਲੀ ਨਿਗਮ ਲਿਮਟਿਡ: [101, 617, 147, 622]
tender-r2c5: 05-02-2024: [460, 652, 480, 657]
lead-right-body: ਖੇਤੀਬਾੜੀ ਦੇ ਖੇਤਰ ਵਿਚ ਤਕਨੀਕ ਦੀ ਵਰਤੋਂ ਲਗਾਤਾਰ ਵਧ ਰਹੀ ਹੈ। ਹੁਣ ਕਿਸਾਨ ਆਪਣੇ ਮੋਬਾਈਲ ਫੋਨ ਰਾਹੀਂ ਹੀ ਖੇਤਾਂ ਵਿਚ ਲੱਗੀਆਂ ਮੋਟਰਾਂ ਨੂੰ ਚਲਾ ਤੇ ਬੰਦ ਕਰ ਰਹੇ ਹਨ। ਇਸ ਤਕਨੀਕ ਨਾਲ ਜਿੱਥੇ ਸਮੇਂ ਦੀ ਬੱਚਤ ਹੋ ਰਹੀ ਹੈ, ਉੱਥੇ ਹੀ ਬਿਜਲੀ ਤੇ ਪਾਣੀ ਦੀ ਬਰਬਾਦੀ ਵੀ ਰੁਕ ਰਹੀ ਹੈ। ਕਿਸਾਨਾਂ ਦਾ ਕਹਿਣਾ ਹੈ ਕਿ ਸਰਦੀ ਦੇ ਮੌਸਮ ਵਿਚ ਰਾਤ ਸਮੇਂ ਖੇਤਾਂ ਵਿਚ ਜਾਣ ਦੀ ਲੋੜ ਨਹੀਂ ਰਹਿੰਦੀ।: [244, 95, 296, 123]
top-right-photo: [488, 46, 679, 114]
footer-right: 9: [677, 737, 679, 741]
mid-small-ad-1-body: ਜਾਇਦਾਦ ਟੈਕਸ ਜਮ੍ਹਾ ਕਰਵਾਉਣ ਦੀ ਆਖ਼ਰੀ ਮਿਤੀ ਵਧਾ ਦਿੱਤੀ ਗਈ ਹੈ।: [247, 682, 309, 686]
section-b-body3: ਜ਼ਿਲ੍ਹੇ ਦੇ ਵੱਖ-ਵੱਖ ਪਿੰਡਾਂ ਵਿਚ ਪਾਣੀ ਦੀ ਸੰਭਾਲ ਲਈ ਚਲਾਈ ਜਾ ਰਹੀ ਮੁਹਿੰਮ ਦਾ ਚੰਗਾ ਅਸਰ ਦੇਖਣ ਨੂੰ ਮਿਲ ਰਿਹਾ ਹੈ। ਕਿਸਾਨਾਂ ਨੇ ਝੋਨੇ ਦੀ ਸਿੱਧੀ ਬਿਜਾਈ ਅਤੇ ਤੁਪਕਾ ਸਿੰਚਾਈ ਨੂੰ ਅਪਣਾਇਆ ਹੈ, ਜਿਸ ਨਾਲ ਪਾਣੀ ਦੀ ਵੱਡੀ ਬੱਚਤ ਹੋਈ ਹੈ।: [164, 402, 240, 414]
tender-r1c1: Construction of drain: [375, 647, 402, 652]
govt-ad-1-foot: PR-Advt.No.2221/12/2025-26/T219: [638, 498, 676, 502]
left-small-ad-0: [8, 615, 240, 675]
section-e-dateline: ਫ਼ਰੀਦਕੋਟ, 19 ਜਨਵਰੀ (ਨਿੱਜੀ ਪੱਤਰ ਪ੍ਰੇਰਕ)-: [244, 417, 287, 421]
obituary-name: ਸ. ਸੁਰਜੀਤ ਸਿੰਘ: [436, 367, 454, 372]
govt-ad-1-band: ਪੰਜਾਬ ਸਰਕਾਰ: [491, 484, 676, 490]
market-row-label-0: ਸੋਨਾ ਸਟੈਂਡਰਡ: [491, 407, 505, 411]
market-row-label-1: ਸੋਨਾ 22 ਕੈਰੇਟ: [491, 411, 505, 415]
gov-punjab-en-body: Sealed tenders are invited from eligible contractors for the work mentioned below. Tender documents can be downloaded from the official portal. The Department reserves the right to reject any or all tenders without assigning any reason.: [368, 627, 481, 637]
lead-left-body: ਪਾਕਿਸਤਾਨ ਦੇ ਸ਼ਹਿਰ ਕਰਾਚੀ ਦੇ ਇਕ ਵੱਡੇ ਸ਼ਾਪਿੰਗ ਪਲਾਜ਼ਾ ਵਿਚ ਲੱਗੀ ਭਿਆਨਕ ਅੱਗ ਕਾਰਨ ਮਰਨ ਵਾਲਿਆਂ ਦੀ ਗਿਣਤੀ ਵਧ ਕੇ 25 ਤੋਂ ਪਾਰ ਹੋ ਗਈ ਹੈ। ਰਾਹਤ ਤੇ ਬਚਾਅ ਕਾਰਜਾਂ ਵਿਚ ਲੱਗੀਆਂ ਟੀਮਾਂ ਨੇ ਦੱਸਿਆ ਕਿ ਇਮਾਰਤ ਦੀਆਂ ਉਪਰਲੀਆਂ ਮੰਜ਼ਿਲਾਂ ਵਿਚ ਫਸੇ ਕਈ ਲੋਕਾਂ ਨੂੰ ਸੁਰੱਖਿਅਤ ਬਾਹਰ ਕੱਢ ਲਿਆ ਗਿਆ ਹੈ, ਜਦਕਿ ਕਈ ਜ਼ਖ਼ਮੀਆਂ ਦੀ ਹਾਲਤ ਨਾਜ਼ੁਕ ਬਣੀ ਹੋਈ ਹੈ। ਅਧਿਕਾਰੀਆਂ ਮੁਤਾਬਕ ਅੱਗ ਲੱਗਣ ਦੇ ਕਾਰਨਾਂ ਦਾ ਪਤਾ ਲਗਾਉਣ ਲਈ ਜਾਂਚ ਸ਼ੁਰੂ ਕਰ ਦਿੱਤੀ ਗਈ ਹੈ।: [8, 91, 84, 114]
